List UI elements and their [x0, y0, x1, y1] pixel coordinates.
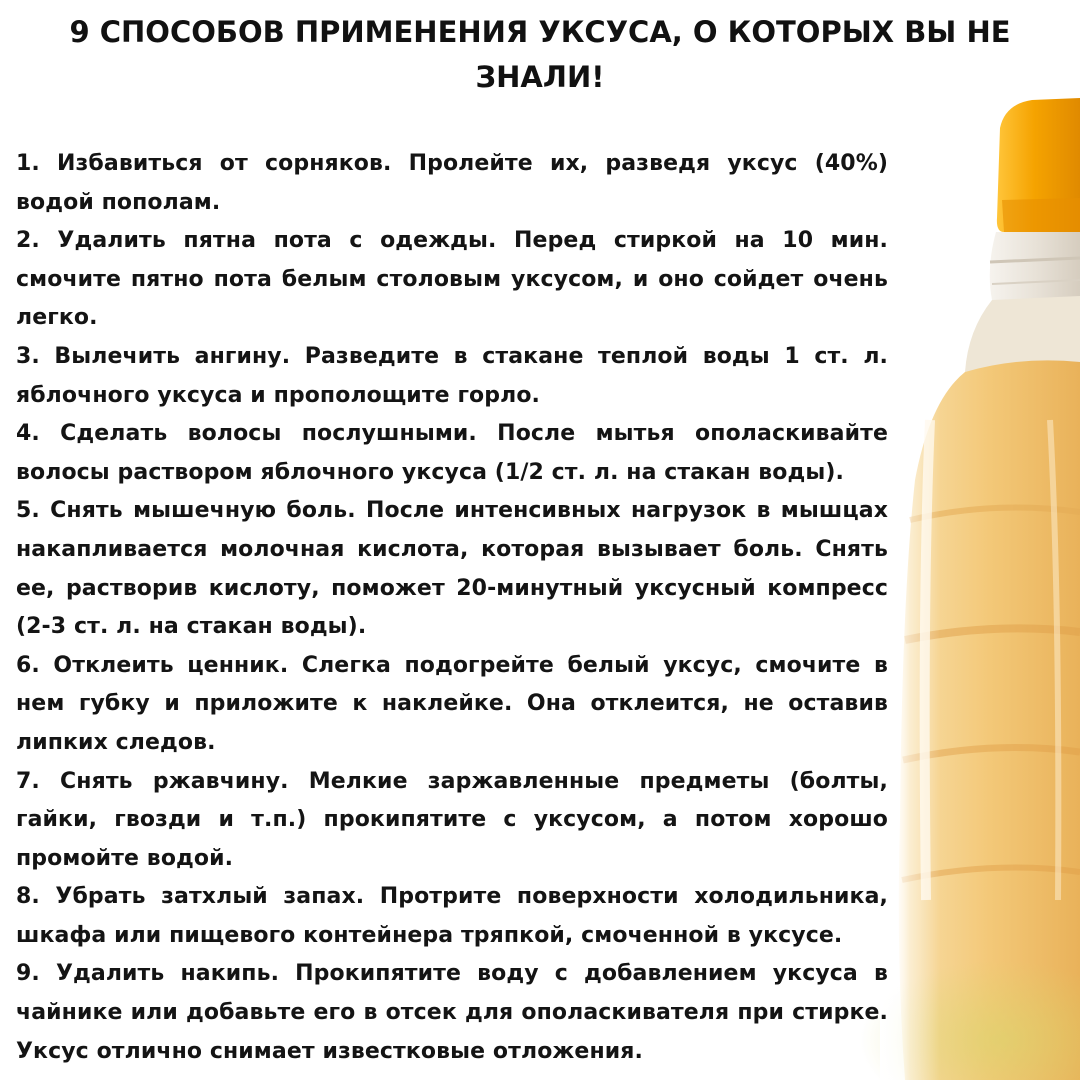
page-title: 9 СПОСОБОВ ПРИМЕНЕНИЯ УКСУСА, О КОТОРЫХ ВЫ НЕ ЗНАЛИ! [69, 15, 1011, 94]
tip-item-8: 8. Убрать затхлый запах. Протрите поверхности холодильника, шкафа или пищевого контейнера тряпкой, смоченной в уксусе. [16, 884, 888, 948]
tip-item-9: 9. Удалить накипь. Прокипятите воду с добавлением уксуса в чайнике или добавьте его в отсек для ополаскивателя при стирке. Уксус отлично снимает известковые отложения. [16, 961, 888, 1064]
tip-item-5: 5. Снять мышечную боль. После интенсивных нагрузок в мышцах накапливается молочная кислота, которая вызывает боль. Снять ее, растворив кислоту, поможет 20-минутный уксусный компресс (2-3 ст. л. на стакан воды). [16, 498, 888, 640]
tips-list [16, 145, 888, 1071]
tip-item-4: 4. Сделать волосы послушными. После мытья ополаскивайте волосы раствором яблочного уксуса (1/2 ст. л. на стакан воды). [16, 421, 888, 485]
tip-item-3: 3. Вылечить ангину. Разведите в стакане теплой воды 1 ст. л. яблочного уксуса и прополощите горло. [16, 343, 888, 408]
tip-item-6: 6. Отклеить ценник. Слегка подогрейте белый уксус, смочите в нем губку и приложите к наклейке. Она отклеится, не оставив липких следов. [16, 652, 888, 755]
tip-item-1: 1. Избавиться от сорняков. Пролейте их, разведя уксус (40%) водой пополам. [16, 151, 888, 215]
tip-item-7: 7. Снять ржавчину. Мелкие заржавленные предметы (болты, гайки, гвозди и т.п.) прокипятите с уксусом, а потом хорошо промойте водой. [16, 768, 888, 871]
tip-item-2: 2. Удалить пятна пота с одежды. Перед стиркой на 10 мин. смочите пятно пота белым столовым уксусом, и оно сойдет очень легко. [16, 228, 888, 331]
